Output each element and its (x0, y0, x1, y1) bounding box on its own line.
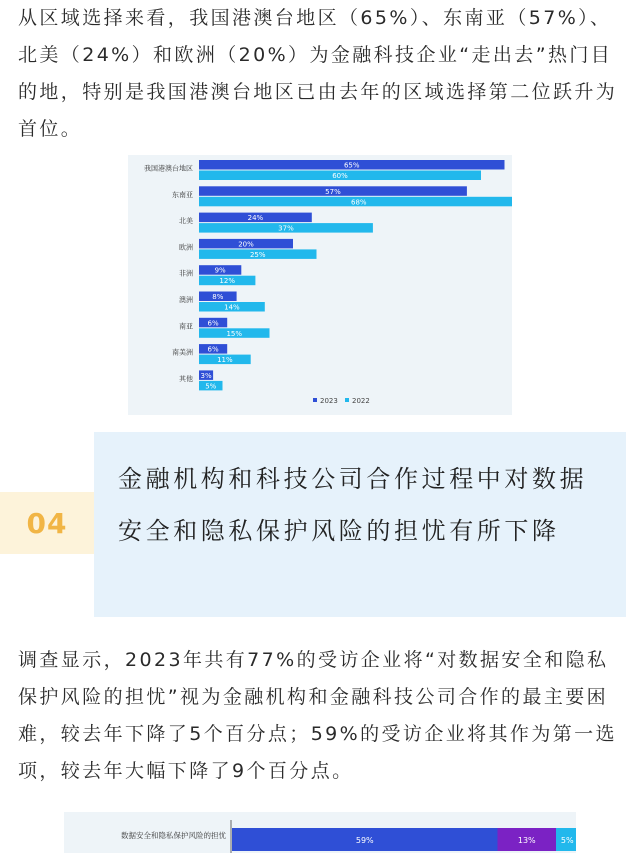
legend-swatch (345, 398, 349, 402)
bar-value-label: 12% (219, 277, 235, 286)
category-label: 南亚 (179, 322, 193, 331)
segment-value-label: 5% (560, 836, 574, 845)
bar-value-label: 37% (278, 224, 294, 233)
bar-value-label: 14% (224, 303, 240, 312)
segment-value-label: 13% (517, 836, 536, 845)
segment-value-label: 59% (355, 836, 374, 845)
region-bar-chart-svg (128, 155, 512, 415)
bar-value-label: 60% (332, 172, 348, 180)
category-label: 非洲 (179, 269, 193, 278)
bar-value-label: 25% (249, 250, 266, 259)
category-label: 北美 (179, 217, 193, 226)
bar-value-label: 5% (205, 382, 217, 391)
category-label: 数据安全和隐私保护风险的担忧 (121, 831, 226, 840)
legend-label: 2022 (352, 397, 370, 405)
bar-value-label: 57% (325, 187, 341, 196)
bar-value-label: 9% (214, 266, 226, 275)
bar-value-label: 24% (247, 214, 264, 223)
section-number-box (0, 492, 94, 554)
category-label: 澳洲 (179, 296, 193, 304)
section-title: 金融机构和科技公司合作过程中对数据安全和隐私保护风险的担忧有所下降 (118, 465, 588, 545)
concern-stacked-chart-svg (64, 812, 576, 853)
bar-value-label: 11% (217, 356, 233, 365)
region-bar-chart (128, 155, 512, 415)
category-label: 东南亚 (172, 190, 193, 199)
section-number: 04 (26, 506, 68, 540)
category-label: 我国港澳台地区 (144, 164, 193, 173)
legend-label: 2023 (320, 397, 338, 405)
category-label: 欧洲 (179, 243, 193, 252)
survey-paragraph: 调查显示，2023年共有77%的受访企业将“对数据安全和隐私保护风险的担忧”视为金融机构和金融科技公司合作的最主要困难，较去年下降了5个百分点；59%的受访企业将其作为第一选项，较去年大幅下降了9个百分点。 (18, 649, 617, 782)
bar-value-label: 3% (200, 371, 212, 380)
bar-value-label: 6% (207, 319, 219, 328)
bar-value-label: 6% (207, 345, 219, 354)
bar-value-label: 65% (343, 161, 360, 170)
bar-value-label: 15% (226, 329, 243, 338)
category-label: 南美洲 (172, 348, 193, 357)
bar-value-label: 68% (351, 198, 367, 207)
category-label: 其他 (179, 374, 193, 383)
intro-paragraph: 从区域选择来看，我国港澳台地区（65%）、东南亚（57%）、北美（24%）和欧洲（20%）为金融科技企业“走出去”热门目的地，特别是我国港澳台地区已由去年的区域选择第二位跃升为首位。 (18, 7, 618, 140)
concern-stacked-chart (64, 812, 576, 853)
bar-value-label: 8% (212, 293, 224, 301)
legend-swatch (313, 398, 317, 402)
bar-value-label: 20% (238, 240, 254, 249)
